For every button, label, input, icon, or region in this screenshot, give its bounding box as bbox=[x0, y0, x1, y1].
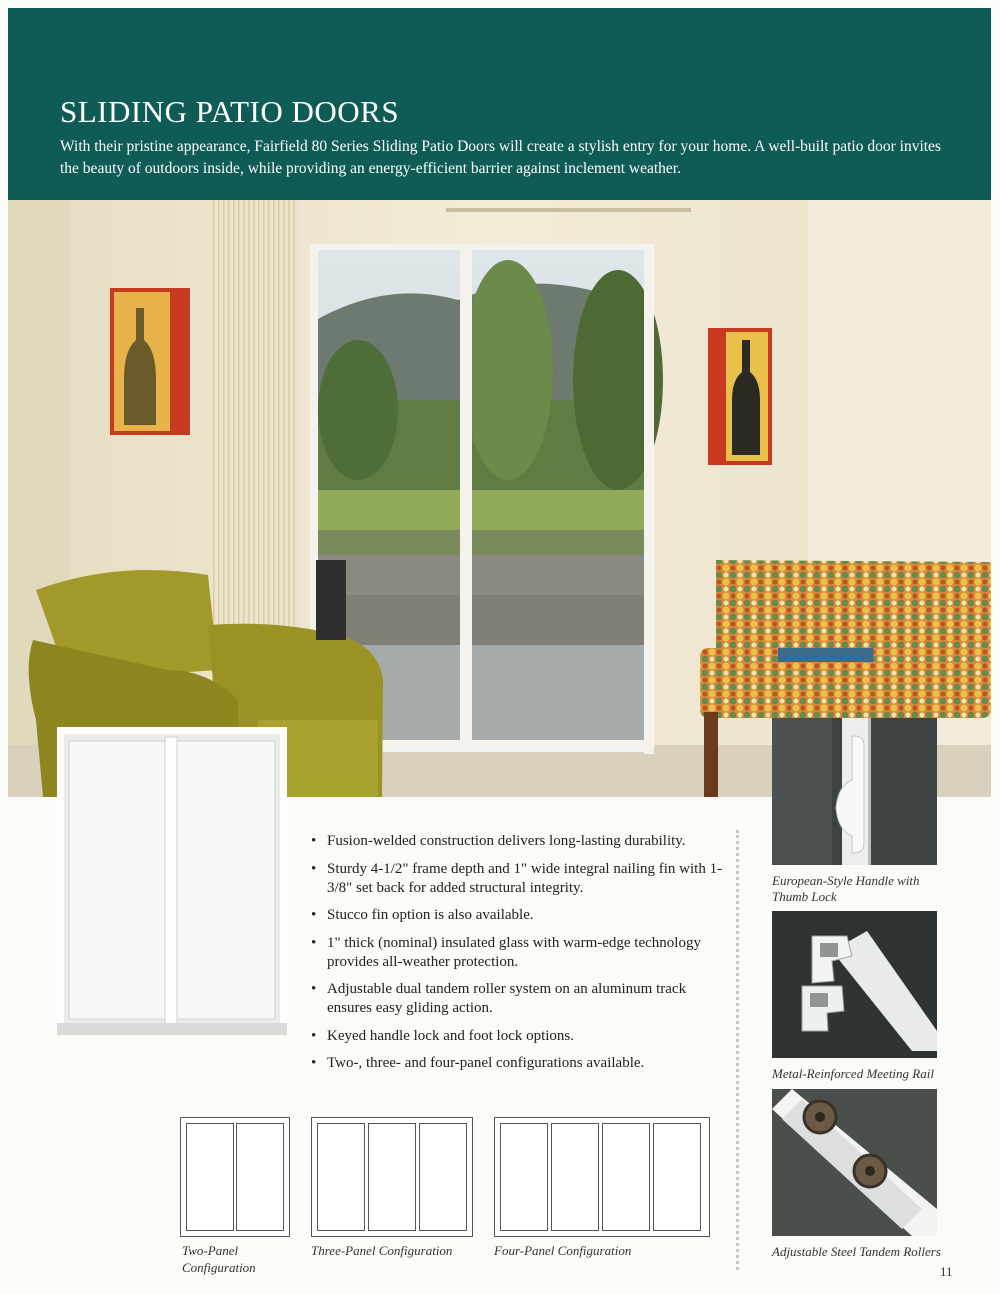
door-panel bbox=[186, 1123, 234, 1231]
meeting-rail-photo bbox=[772, 911, 937, 1058]
door-panel bbox=[500, 1123, 548, 1231]
room-photo bbox=[8, 200, 991, 797]
door-product-illustration bbox=[57, 727, 287, 1035]
handle-caption: European-Style Handle with Thumb Lock bbox=[772, 873, 920, 904]
feature-item: • Stucco fin option is also available. bbox=[310, 906, 730, 925]
feature-item: • Adjustable dual tandem roller system on an aluminum track ensures easy gliding action. bbox=[310, 980, 730, 1018]
door-panel bbox=[653, 1123, 701, 1231]
four-panel-label: Four-Panel Configuration bbox=[494, 1243, 632, 1258]
door-panel bbox=[317, 1123, 365, 1231]
handle-photo bbox=[772, 718, 937, 865]
four-panel-diagram bbox=[494, 1117, 710, 1237]
rollers-photo bbox=[772, 1089, 937, 1236]
page-number: 11 bbox=[940, 1264, 953, 1279]
rollers-caption: Adjustable Steel Tandem Rollers bbox=[772, 1244, 941, 1259]
features-list bbox=[310, 832, 730, 1082]
feature-item: • Sturdy 4-1/2" frame depth and 1" wide integral nailing fin with 1-3/8" set back for added structural integrity. bbox=[310, 860, 730, 898]
feature-item: • 1" thick (nominal) insulated glass with warm-edge technology provides all-weather protection. bbox=[310, 934, 730, 972]
two-panel-label: Two-Panel Configuration bbox=[182, 1243, 256, 1275]
feature-item: • Keyed handle lock and foot lock options. bbox=[310, 1027, 730, 1046]
intro-text: With their pristine appearance, Fairfield 80 Series Sliding Patio Doors will create a stylish entry for your home. A well-built patio door invites the beauty of outdoors inside, while providing an energy-efficient barrier against inclement weather. bbox=[60, 138, 941, 177]
dotted-divider bbox=[736, 830, 739, 1270]
door-panel bbox=[419, 1123, 467, 1231]
door-panel bbox=[236, 1123, 284, 1231]
two-panel-diagram bbox=[180, 1117, 290, 1237]
header-banner bbox=[8, 8, 991, 200]
three-panel-label: Three-Panel Configuration bbox=[311, 1243, 453, 1258]
door-panel bbox=[368, 1123, 416, 1231]
meeting-rail-caption: Metal-Reinforced Meeting Rail bbox=[772, 1066, 934, 1081]
page-title: SLIDING PATIO DOORS bbox=[60, 94, 400, 129]
three-panel-diagram bbox=[311, 1117, 473, 1237]
feature-item: • Two-, three- and four-panel configurations available. bbox=[310, 1054, 730, 1073]
door-panel bbox=[551, 1123, 599, 1231]
feature-item: • Fusion-welded construction delivers long-lasting durability. bbox=[310, 832, 730, 851]
door-panel bbox=[602, 1123, 650, 1231]
